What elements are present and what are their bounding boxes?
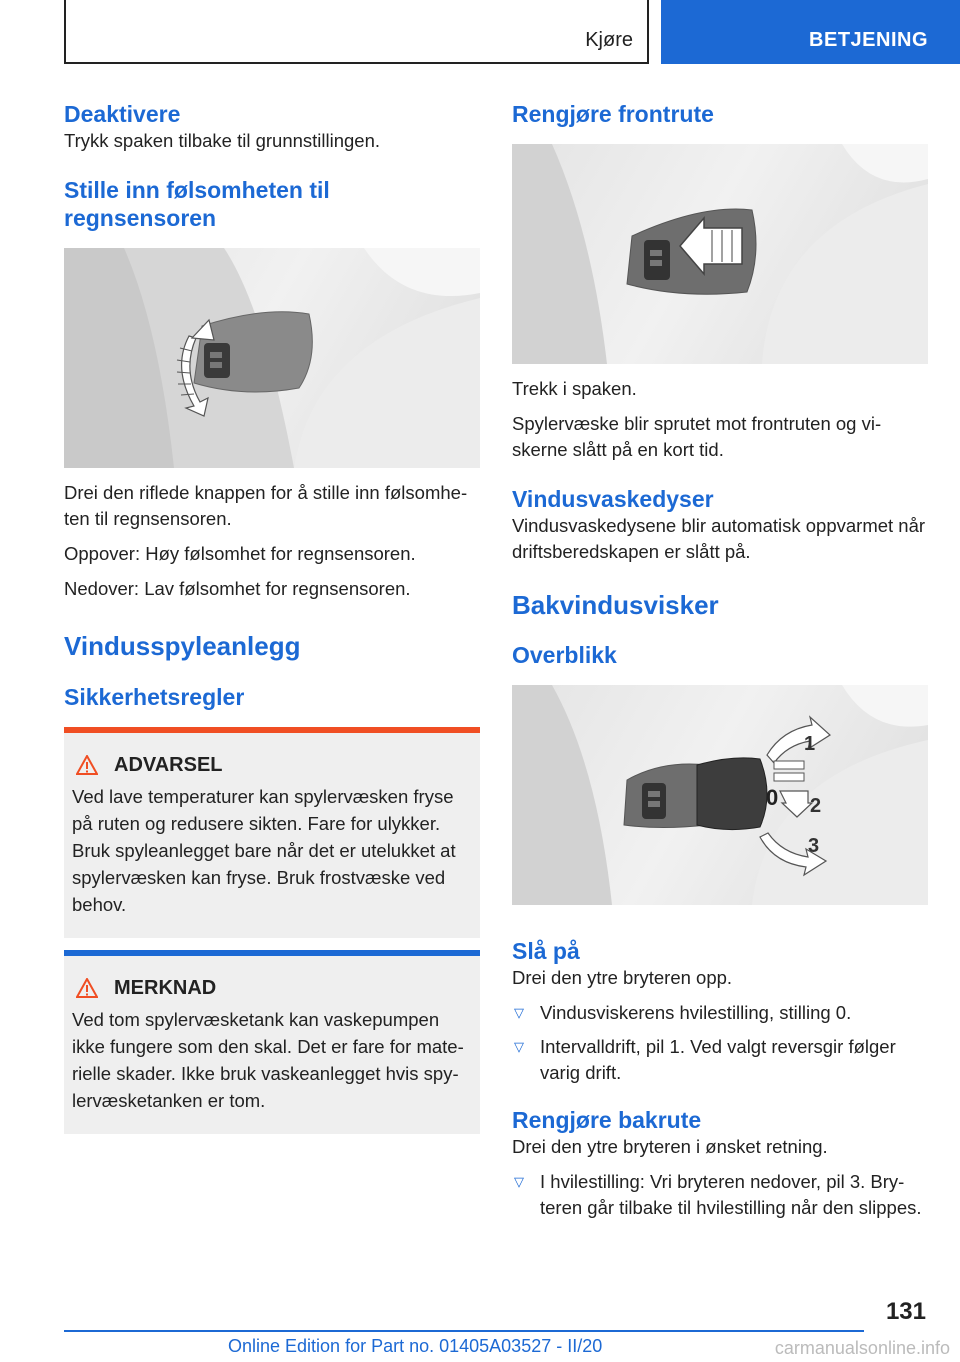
warning-title: ADVARSEL (114, 754, 223, 776)
list-item: ▽ Intervalldrift, pil 1. Ved valgt reversgir følger varig drift. (514, 1036, 896, 1083)
sensitivity-figure (64, 248, 480, 468)
windshield-figure (512, 144, 928, 364)
label-1: 1 (804, 733, 816, 755)
note-box (64, 950, 480, 1134)
nozzles-heading: Vindusvaskedyser (512, 486, 714, 512)
triangle-bullet-icon: ▽ (514, 1039, 524, 1054)
list-item: ▽ I hvilestilling: Vri bryteren nedover, pil 3. Bryteren går tilbake til hvilestilling når den slippes. (514, 1171, 922, 1218)
header-section-box (661, 0, 960, 64)
footer-divider (64, 1330, 864, 1332)
washer-heading: Vindusspyleanlegg (64, 631, 301, 661)
clean-text-1: Trekk i spaken. (512, 378, 637, 399)
label-3: 3 (808, 835, 820, 857)
clean-rear-heading: Rengjøre bakrute (512, 1107, 702, 1133)
left-column (64, 100, 480, 1134)
deactivate-text: Trykk spaken tilbake til grunnstillingen. (64, 130, 381, 151)
note-text: Ved tom spylervæsketank kan vaskepumpen ikke fungere som den skal. Det er fare for materielle skader. Ikke bruk vaskeanlegget hvis spylervæsketanken er tom. (72, 1009, 464, 1111)
safety-heading: Sikkerhetsregler (64, 684, 245, 710)
sensitivity-text-2: Oppover: Høy følsomhet for regnsensoren. (64, 543, 416, 564)
triangle-bullet-icon: ▽ (514, 1005, 524, 1020)
sensitivity-heading: Stille inn følsomheten til regnsensoren (64, 177, 330, 231)
label-2: 2 (810, 795, 822, 817)
deactivate-heading: Deaktivere (64, 101, 181, 127)
rear-wiper-figure (512, 685, 928, 905)
list-item: ▽ Vindusviskerens hvilestilling, stilling 0. (512, 1000, 928, 1026)
sensitivity-text-1: Drei den riflede knappen for å stille inn følsomheten til regnsensoren. (64, 482, 468, 529)
switch-on-text: Drei den ytre bryteren opp. (512, 967, 733, 988)
clean-text-2: Spylervæske blir sprutet mot frontruten og viskerne slått på en kort tid. (512, 413, 882, 460)
overview-heading: Overblikk (512, 642, 617, 668)
switch-on-heading: Slå på (512, 938, 580, 964)
clean-windshield-heading: Rengjøre frontrute (512, 101, 714, 127)
sensitivity-text-3: Nedover: Lav følsomhet for regnsensoren. (64, 578, 411, 599)
label-0: 0 (766, 785, 779, 810)
warning-text: Ved lave temperaturer kan spylervæsken fryse på ruten og redusere sikten. Fare for ulykker. Bruk spyleanlegget bare når det er utelukket at spylervæsken kan fryse. Bruk frostvæske ved behov. (72, 786, 456, 915)
note-triangle-icon (76, 978, 98, 998)
triangle-bullet-icon: ▽ (514, 1174, 524, 1189)
warning-box (64, 727, 480, 938)
right-column (512, 100, 928, 1221)
page-number: 131 (885, 1298, 926, 1325)
header-chapter-box (64, 0, 649, 64)
rear-wiper-heading: Bakvindusvisker (512, 590, 719, 620)
footer-edition: Online Edition for Part no. 01405A03527 - II/20 (228, 1336, 603, 1356)
note-title: MERKNAD (114, 977, 217, 999)
clean-rear-text: Drei den ytre bryteren i ønsket retning. (512, 1136, 828, 1157)
clean-rear-list (512, 1169, 928, 1221)
header-section: BETJENING (809, 29, 928, 51)
header-chapter: Kjøre (585, 29, 633, 51)
footer-watermark: carmanualsonline.info (774, 1338, 950, 1358)
warning-triangle-icon (76, 755, 98, 775)
switch-on-list (512, 1000, 928, 1086)
nozzles-text: Vindusvaskedysene blir automatisk oppvarmet når driftsberedskapen er slått på. (512, 515, 926, 562)
